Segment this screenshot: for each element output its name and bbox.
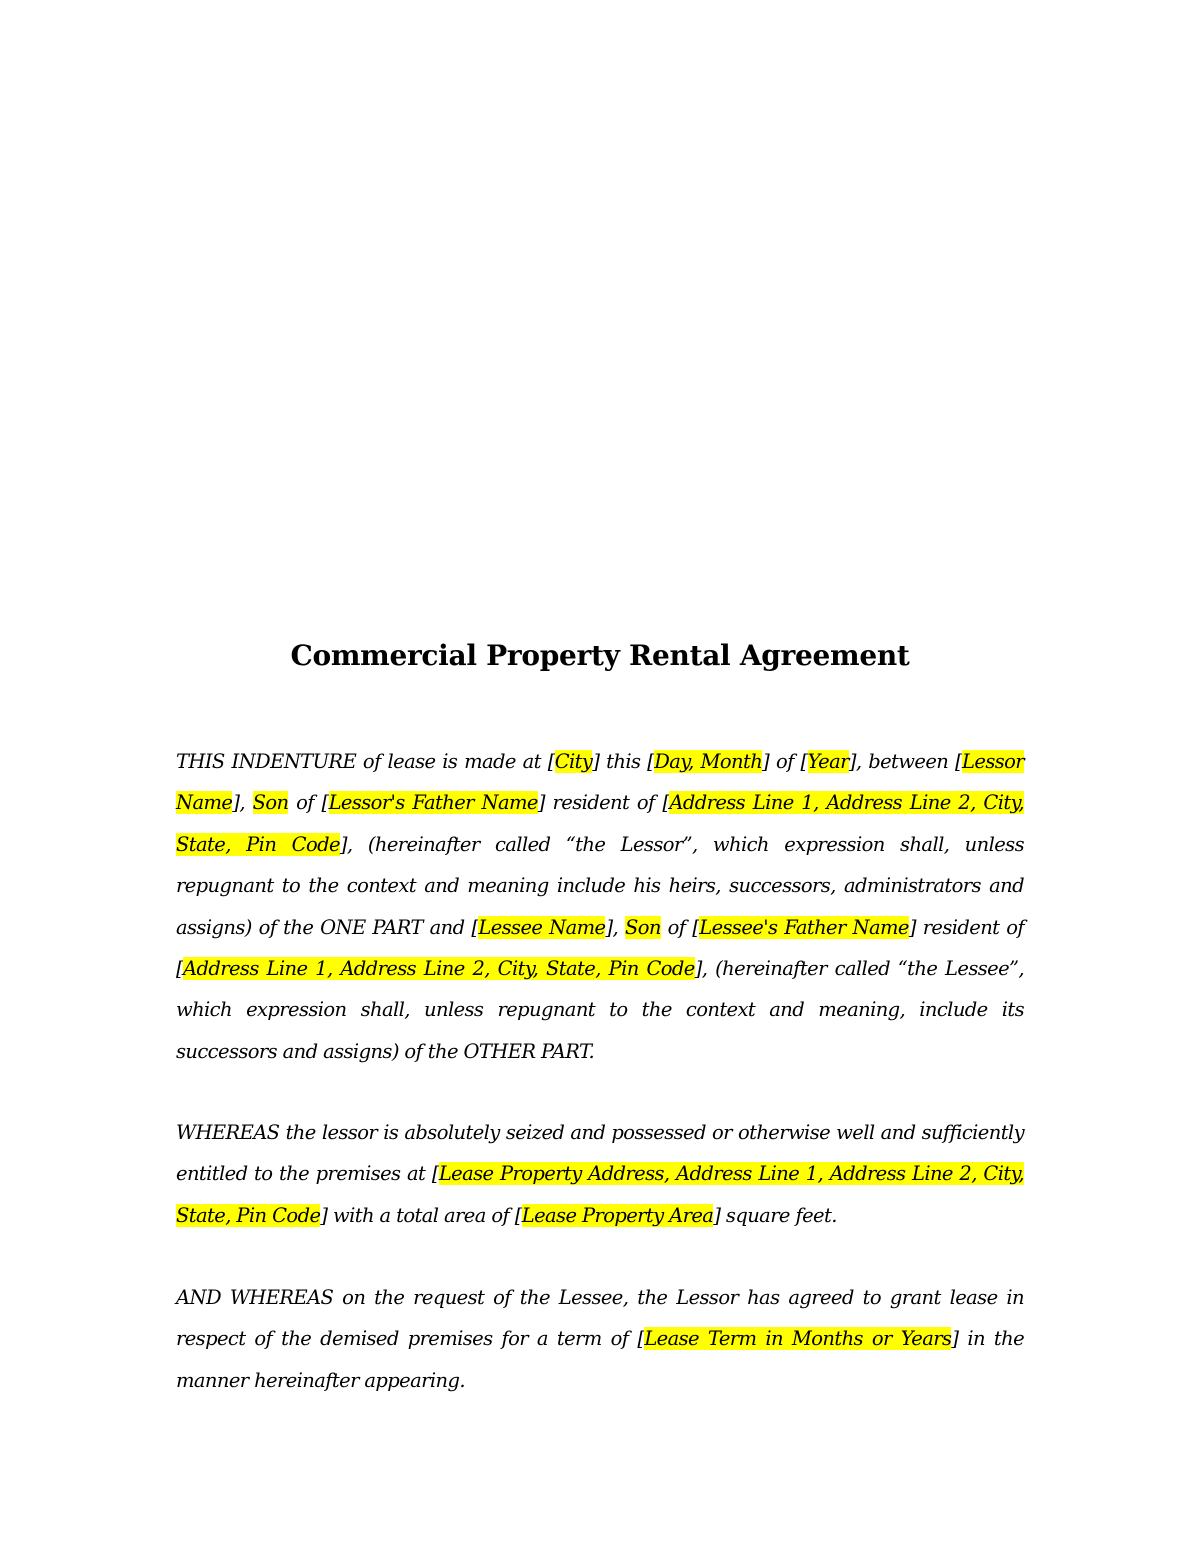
text-segment: ], between [: [848, 750, 963, 773]
text-segment: THIS INDENTURE of lease is made at [: [176, 750, 555, 773]
placeholder-lessor-name: Lessor Name: [176, 750, 1024, 815]
text-segment: ] with a total area of [: [320, 1203, 522, 1227]
placeholder-lessee-address: Address Line 1, Address Line 2, City, State, Pin Code: [183, 957, 695, 981]
placeholder-lessor-relation: Son: [252, 791, 289, 815]
text-segment: ] square feet.: [713, 1203, 837, 1227]
text-segment: WHEREAS the lessor is absolutely seized and possessed or otherwise well and sufficiently entitled to the premises at [: [176, 1121, 1024, 1186]
placeholder-city: City: [554, 750, 593, 773]
and-whereas-paragraph: [176, 1277, 1024, 1401]
placeholder-lessee-father-name: Lessee's Father Name: [699, 915, 909, 939]
text-segment: ] in the manner hereinafter appearing.: [176, 1327, 1025, 1392]
text-segment: of [: [660, 915, 700, 939]
placeholder-lessor-address: Address Line 1, Address Line 2, City, State, Pin Code: [176, 791, 1024, 856]
text-segment: ] resident of [: [537, 791, 670, 815]
placeholder-property-address: Lease Property Address, Address Line 1, Address Line 2, City, State, Pin Code: [176, 1162, 1024, 1227]
text-segment: ], (hereinafter called “the Lessee”, which expression shall, unless repugnant to the context and meaning, include its successors and assigns) of the OTHER PART.: [176, 957, 1024, 1063]
placeholder-year: Year: [807, 750, 849, 773]
placeholder-day-month: Day, Month: [654, 750, 763, 773]
document-title: Commercial Property Rental Agreement: [290, 639, 910, 672]
text-segment: AND WHEREAS on the request of the Lessee, the Lessor has agreed to grant lease in respect of the demised premises for a term of [: [176, 1286, 1024, 1351]
text-segment: ] of [: [762, 750, 808, 773]
text-segment: ], (hereinafter called “the Lessor”, which expression shall, unless repugnant to the context and meaning include his heirs, successors, administrators and assigns) of the ONE PART and [: [176, 832, 1024, 939]
placeholder-lessee-name: Lessee Name: [478, 915, 606, 939]
text-segment: ] this [: [592, 750, 655, 773]
text-segment: ] resident of [: [176, 915, 1025, 981]
placeholder-lessor-father-name: Lessor's Father Name: [328, 791, 538, 815]
placeholder-lease-term: Lease Term in Months or Years: [644, 1327, 952, 1351]
indenture-paragraph: [176, 741, 1024, 1072]
text-segment: ],: [605, 915, 625, 939]
placeholder-lessee-relation: Son: [624, 915, 661, 939]
whereas-paragraph: [176, 1112, 1024, 1236]
text-segment: ],: [232, 791, 253, 815]
text-segment: of [: [288, 791, 329, 815]
placeholder-property-area: Lease Property Area: [521, 1203, 714, 1227]
